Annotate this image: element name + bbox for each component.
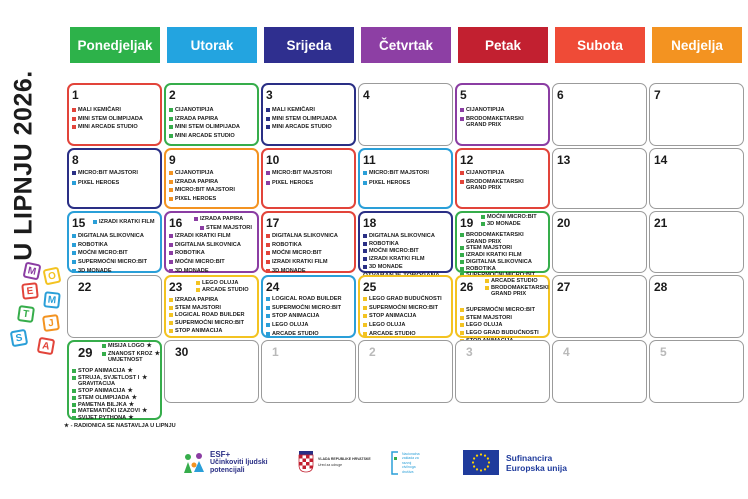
brand-letter-a: A <box>37 337 56 356</box>
activity-item: SUPERMOĆNI MICRO:BIT <box>169 320 254 327</box>
activity-item: STEM MAJSTORI <box>200 225 252 232</box>
activity-item: STOP ANIMACIJA ★ <box>72 368 157 375</box>
activity-item: IZRADI KRATKI FILM <box>460 252 545 259</box>
day-number: 30 <box>175 345 189 359</box>
calendar-day-18[interactable] <box>358 211 453 273</box>
calendar-day-4[interactable] <box>358 83 453 146</box>
day-number: 7 <box>654 88 661 102</box>
day-header-tuesday: Utorak <box>167 27 257 63</box>
foundation-logo: Nacionalna zaklada za razvoj civilnoga društva <box>390 451 420 475</box>
calendar-day-13[interactable] <box>552 148 647 209</box>
brand-letter-s: S <box>10 329 29 348</box>
activity-item: ROBOTIKA <box>72 242 157 249</box>
activity-item: ARCADE STUDIO <box>363 331 448 338</box>
activity-item: MINI STEM OLIMPIJADA <box>72 116 157 123</box>
activity-item: LEGO OLUJA <box>460 322 545 329</box>
activity-item: STEM OLIMPIJADA ★ <box>72 395 157 402</box>
day-number: 27 <box>557 280 571 294</box>
activity-item: SUPERMOĆNI MICRO:BIT <box>460 307 545 314</box>
day-header-sunday: Nedjelja <box>652 27 742 63</box>
activity-item: BRODOMAKETARSKI GRAND PRIX <box>485 285 546 298</box>
activity-item: BRODOMAKETARSKI GRAND PRIX <box>460 179 545 192</box>
activity-item: MINI ARCADE STUDIO <box>72 124 157 131</box>
activity-item: STRUJA, SVJETLOST I GRAVITACIJA ★ <box>72 375 157 388</box>
day-number: 10 <box>266 153 280 167</box>
activity-item: STEM MAJSTORI <box>460 245 545 252</box>
activity-item: MOĆNI MICRO:BIT <box>363 248 448 255</box>
calendar-day-16[interactable] <box>164 211 259 273</box>
calendar-day-6[interactable] <box>552 83 647 146</box>
day-header-saturday: Subota <box>555 27 645 63</box>
activity-item: PIXEL HEROES <box>169 196 254 203</box>
calendar-next-month-day-5 <box>649 340 744 403</box>
activity-item: STOP ANIMACIJA ★ <box>72 388 157 395</box>
calendar-day-12[interactable] <box>455 148 550 209</box>
calendar-day-21[interactable] <box>649 211 744 273</box>
brand-letter-j: J <box>42 314 60 332</box>
day-number: 12 <box>460 153 474 167</box>
activity-item: ARCADE STUDIO <box>485 278 546 285</box>
day-number: 18 <box>363 216 377 230</box>
day-number: 5 <box>460 88 467 102</box>
activity-item: IZRADI KRATKI FILM <box>266 259 351 266</box>
activity-item: ROBOTIKA <box>169 250 254 257</box>
calendar-day-29[interactable] <box>67 340 162 420</box>
foundation-bracket-icon <box>390 451 400 475</box>
activity-item: SUPERMOĆNI MICRO:BIT <box>72 259 157 266</box>
activity-item: MATEMATIČKI IZAZOVI ★ <box>72 408 157 415</box>
activity-item: MOĆNI MICRO:BIT <box>169 259 254 266</box>
activity-item: IZRADA PAPIRA <box>169 116 254 123</box>
activity-item: LEGO GRAD BUDUĆNOSTI <box>363 296 448 303</box>
eu-logo: Sufinancira Europska unija <box>463 450 567 475</box>
activity-item: DIGITALNA SLIKOVNICA <box>460 259 545 266</box>
activity-item: MICRO:BIT MAJSTORI <box>363 170 448 177</box>
calendar-next-month-day-4 <box>552 340 647 403</box>
day-number: 15 <box>72 216 86 230</box>
day-header-wednesday: Srijeda <box>264 27 354 63</box>
brand-letter-e: E <box>21 282 39 300</box>
activity-item: STOP ANIMACIJA <box>169 328 254 335</box>
activity-item: BRODOMAKETARSKI GRAND PRIX <box>460 116 545 129</box>
activity-item: IZRADA PAPIRA <box>194 216 252 223</box>
day-number: 20 <box>557 216 571 230</box>
activity-item: PAMETNA BILJKA ★ <box>72 402 157 409</box>
activity-item: STEM MAJSTORI <box>169 305 254 312</box>
activity-item: MINI STEM OLIMPIJADA <box>169 124 254 131</box>
day-number: 16 <box>169 216 183 230</box>
day-number: 21 <box>654 216 668 230</box>
calendar-day-3[interactable] <box>261 83 356 146</box>
activity-item: MICRO:BIT MAJSTORI <box>266 170 351 177</box>
activity-item: PIXEL HEROES <box>266 180 351 187</box>
calendar-day-23[interactable] <box>164 275 259 338</box>
activity-item: PIXEL HEROES <box>363 180 448 187</box>
calendar-day-27[interactable] <box>552 275 647 338</box>
activity-item: DIGITALNA SLIKOVNICA <box>266 233 351 240</box>
activity-item: LEGO OLUJA <box>196 280 249 287</box>
day-number: 23 <box>169 280 183 294</box>
activity-item: IZRADI KRATKI FILM <box>169 233 254 240</box>
calendar-next-month-day-3 <box>455 340 550 403</box>
activity-item: ZNANOST KROZ UMJETNOST ★ <box>102 351 160 364</box>
calendar-day-9[interactable] <box>164 148 259 209</box>
page-title: U LIPNJU 2026. <box>9 69 38 261</box>
calendar-day-17[interactable] <box>261 211 356 273</box>
activity-item: LEGO OLUJA <box>363 322 448 329</box>
day-number: 17 <box>266 216 280 230</box>
activity-item: MINI ARCADE STUDIO <box>266 124 351 131</box>
activity-item: DIGITALNA SLIKOVNICA <box>363 233 448 240</box>
brand-letter-m: M <box>23 262 42 281</box>
day-number: 3 <box>266 88 273 102</box>
calendar-day-5[interactable] <box>455 83 550 146</box>
day-number: 1 <box>272 345 279 359</box>
activity-item: SVIJET PYTHONA ★ <box>72 415 157 422</box>
day-number: 24 <box>266 280 280 294</box>
calendar-day-10[interactable] <box>261 148 356 209</box>
activity-item: MINI ARCADE STUDIO <box>169 133 254 140</box>
day-number: 22 <box>78 280 92 294</box>
croatian-coat-of-arms-icon <box>298 451 314 473</box>
activity-item: SUPERMOĆNI MICRO:BIT <box>266 305 351 312</box>
calendar-day-11[interactable] <box>358 148 453 209</box>
activity-item: CIJANOTIPIJA <box>169 107 254 114</box>
activity-item: ARCADE STUDIO <box>266 331 351 338</box>
activity-item: IZRADA PAPIRA <box>169 297 254 304</box>
day-number: 3 <box>466 345 473 359</box>
activity-item: MALI KEMIČARI <box>266 107 351 114</box>
day-header-monday: Ponedjeljak <box>70 27 160 63</box>
activity-item: CIJANOTIPIJA <box>460 170 545 177</box>
activity-item: MICRO:BIT MAJSTORI <box>169 187 254 194</box>
activity-item: IZRADA PAPIRA <box>169 179 254 186</box>
activity-item: ROBOTIKA <box>266 242 351 249</box>
calendar-day-8[interactable] <box>67 148 162 209</box>
activity-item: MICRO:BIT MAJSTORI <box>72 170 157 177</box>
calendar-day-1[interactable] <box>67 83 162 146</box>
government-logo: VLADA REPUBLIKE HRVATSKE Ured za udruge <box>298 451 371 473</box>
calendar-day-7[interactable] <box>649 83 744 146</box>
activity-item: DIGITALNA SLIKOVNICA <box>169 242 254 249</box>
calendar-next-month-day-2 <box>358 340 453 403</box>
day-number: 6 <box>557 88 564 102</box>
day-number: 13 <box>557 153 571 167</box>
calendar-day-15[interactable] <box>67 211 162 273</box>
calendar-day-24[interactable] <box>261 275 356 338</box>
calendar-day-19[interactable] <box>455 211 550 273</box>
calendar-day-26[interactable] <box>455 275 550 338</box>
day-number: 29 <box>78 345 93 360</box>
day-number: 8 <box>72 153 79 167</box>
activity-item: 3D MONADE <box>363 264 448 271</box>
calendar-next-month-day-1 <box>261 340 356 403</box>
activity-item: DIGITALNA SLIKOVNICA <box>72 233 157 240</box>
day-number: 19 <box>460 216 474 230</box>
day-number: 5 <box>660 345 667 359</box>
activity-item: 3D MONADE <box>266 268 351 275</box>
day-number: 4 <box>363 88 370 102</box>
calendar-day-28[interactable] <box>649 275 744 338</box>
activity-item: STEM MAJSTORI <box>460 315 545 322</box>
activity-item: MOĆNI MICRO:BIT <box>72 250 157 257</box>
day-header-friday: Petak <box>458 27 548 63</box>
day-number: 4 <box>563 345 570 359</box>
calendar-day-22[interactable] <box>67 275 162 338</box>
page-title-wrapper <box>4 60 44 270</box>
calendar-day-2[interactable] <box>164 83 259 146</box>
activity-item: LOGICAL ROAD BUILDER <box>169 312 254 319</box>
activity-item: LOGICAL ROAD BUILDER <box>266 296 351 303</box>
day-number: 2 <box>369 345 376 359</box>
eu-flag-icon <box>463 450 499 475</box>
calendar-day-20[interactable] <box>552 211 647 273</box>
activity-item: ROBOTIKA <box>363 241 448 248</box>
activity-item: 3D MONADE <box>72 268 157 275</box>
activity-item: 3D MONADE <box>481 221 537 228</box>
activity-item: ROBOTIKA <box>460 266 545 273</box>
activity-item: ARCADE STUDIO <box>196 287 249 294</box>
calendar-day-25[interactable] <box>358 275 453 338</box>
esf-people-icon <box>182 452 206 474</box>
day-header-thursday: Četvrtak <box>361 27 451 63</box>
activity-item: MOĆNI MICRO:BIT <box>481 214 537 221</box>
brand-letter-o: O <box>43 267 62 286</box>
activity-item: CIJANOTIPIJA <box>460 107 545 114</box>
calendar-day-14[interactable] <box>649 148 744 209</box>
day-number: 9 <box>169 153 176 167</box>
brand-letter-t: T <box>17 305 35 323</box>
day-number: 1 <box>72 88 79 102</box>
activity-item: BRODOMAKETARSKI GRAND PRIX <box>460 232 545 245</box>
brand-letter-m2: M <box>43 291 61 309</box>
activity-item: MISIJA LOGO ★ <box>102 343 160 350</box>
activity-item: CIJANOTIPIJA <box>169 170 254 177</box>
day-number: 11 <box>363 153 376 167</box>
activity-item: STOP ANIMACIJA <box>363 313 448 320</box>
day-number: 2 <box>169 88 176 102</box>
activity-item: STOP ANIMACIJA <box>266 313 351 320</box>
day-number: 28 <box>654 280 668 294</box>
day-number: 26 <box>460 280 474 294</box>
activity-item: LEGO OLUJA <box>266 322 351 329</box>
activity-item: MOĆNI MICRO:BIT <box>266 250 351 257</box>
day-number: 14 <box>654 153 668 167</box>
activity-item: SUPERMOĆNI MICRO:BIT <box>363 305 448 312</box>
activity-item: IZRADI KRATKI FILM <box>93 219 155 226</box>
esf-logo: ESF+ Učinkoviti ljudski potencijali <box>182 451 268 475</box>
activity-item: MALI KEMIČARI <box>72 107 157 114</box>
activity-item: 3D MONADE <box>169 268 254 275</box>
footnote: ★ - RADIONICA SE NASTAVLJA U LIPNJU <box>64 423 176 429</box>
activity-item: LEGO GRAD BUDUĆNOSTI <box>460 330 545 337</box>
calendar-day-30[interactable] <box>164 340 259 403</box>
day-number: 25 <box>363 280 377 294</box>
activity-item: IZRADI KRATKI FILM <box>363 256 448 263</box>
activity-item: PIXEL HEROES <box>72 180 157 187</box>
activity-item: MINI STEM OLIMPIJADA <box>266 116 351 123</box>
